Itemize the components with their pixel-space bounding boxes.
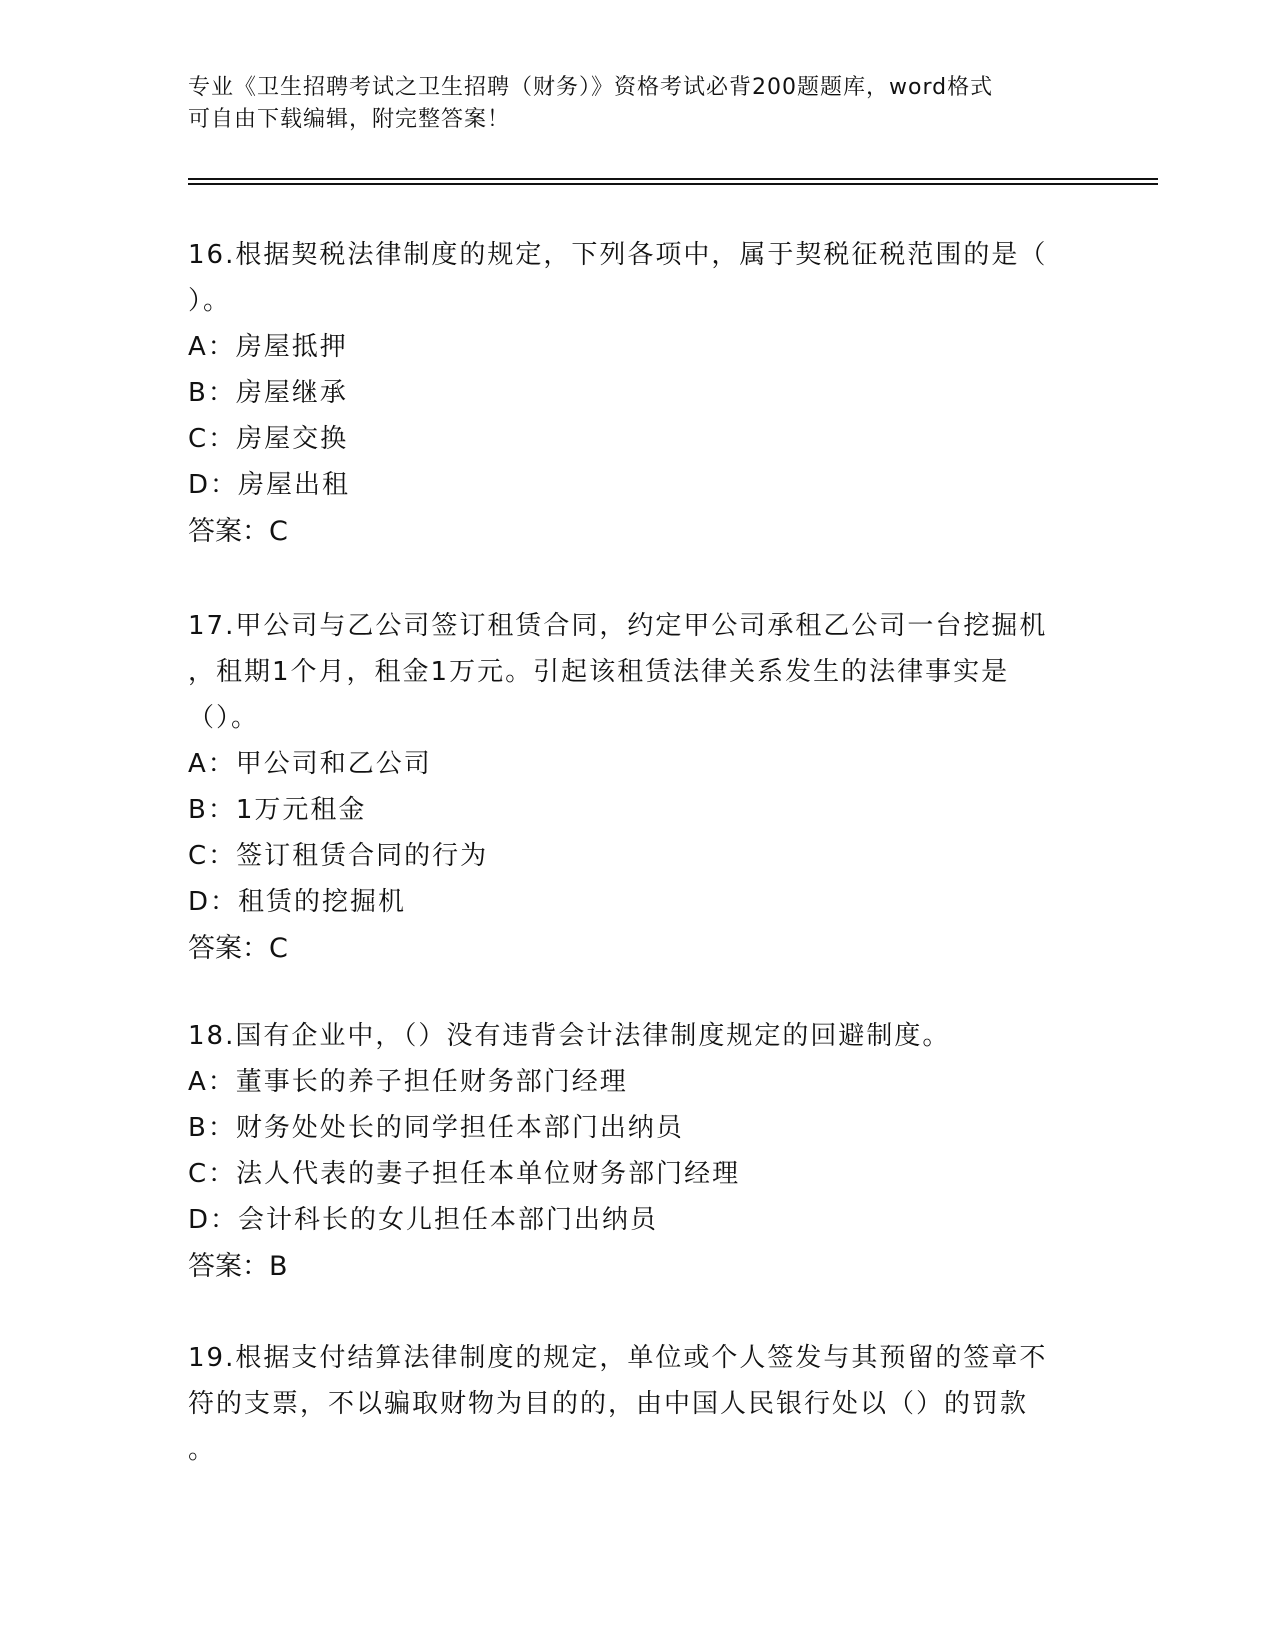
header-divider-bottom (188, 183, 1158, 185)
question-stem-line: 18.国有企业中，（）没有违背会计法律制度规定的回避制度。 (188, 1021, 951, 1051)
answer: 答案：C (188, 516, 288, 547)
header-line-1: 专业《卫生招聘考试之卫生招聘（财务）》资格考试必背200题题库，word格式 (188, 75, 994, 100)
question-stem-line: ，租期1个月，租金1万元。引起该租赁法律关系发生的法律事实是 (188, 657, 1010, 687)
option-a: A：董事长的养子担任财务部门经理 (188, 1067, 628, 1097)
option-c: C：签订租赁合同的行为 (188, 841, 489, 871)
header-divider-top (188, 178, 1158, 180)
option-c: C：法人代表的妻子担任本单位财务部门经理 (188, 1159, 741, 1189)
question-18 (188, 1013, 1078, 1291)
question-stem-line: ）。 (188, 286, 232, 316)
option-d: D：会计科长的女儿担任本部门出纳员 (188, 1205, 659, 1235)
question-16 (188, 232, 1078, 556)
question-stem-line: 19.根据支付结算法律制度的规定，单位或个人签发与其预留的签章不 (188, 1343, 1048, 1373)
option-d: D：房屋出租 (188, 470, 351, 500)
answer: 答案：B (188, 1251, 288, 1282)
header-line-2: 可自由下载编辑，附完整答案！ (188, 107, 511, 132)
question-19 (188, 1335, 1078, 1473)
option-a: A：房屋抵押 (188, 332, 348, 362)
document-header (188, 72, 1068, 136)
option-b: B：财务处处长的同学担任本部门出纳员 (188, 1113, 684, 1143)
question-stem-line: 17.甲公司与乙公司签订租赁合同，约定甲公司承租乙公司一台挖掘机 (188, 611, 1048, 641)
option-d: D：租赁的挖掘机 (188, 887, 407, 917)
option-b: B：1万元租金 (188, 795, 367, 825)
question-17 (188, 603, 1078, 973)
option-a: A：甲公司和乙公司 (188, 749, 432, 779)
question-stem-line: 。 (188, 1435, 217, 1465)
question-stem-line: 16.根据契税法律制度的规定，下列各项中，属于契税征税范围的是（ (188, 240, 1048, 270)
question-stem-line: （）。 (188, 703, 260, 733)
option-b: B：房屋继承 (188, 378, 348, 408)
question-stem-line: 符的支票，不以骗取财物为目的的，由中国人民银行处以（）的罚款 (188, 1389, 1029, 1419)
answer: 答案：C (188, 933, 288, 964)
option-c: C：房屋交换 (188, 424, 349, 454)
